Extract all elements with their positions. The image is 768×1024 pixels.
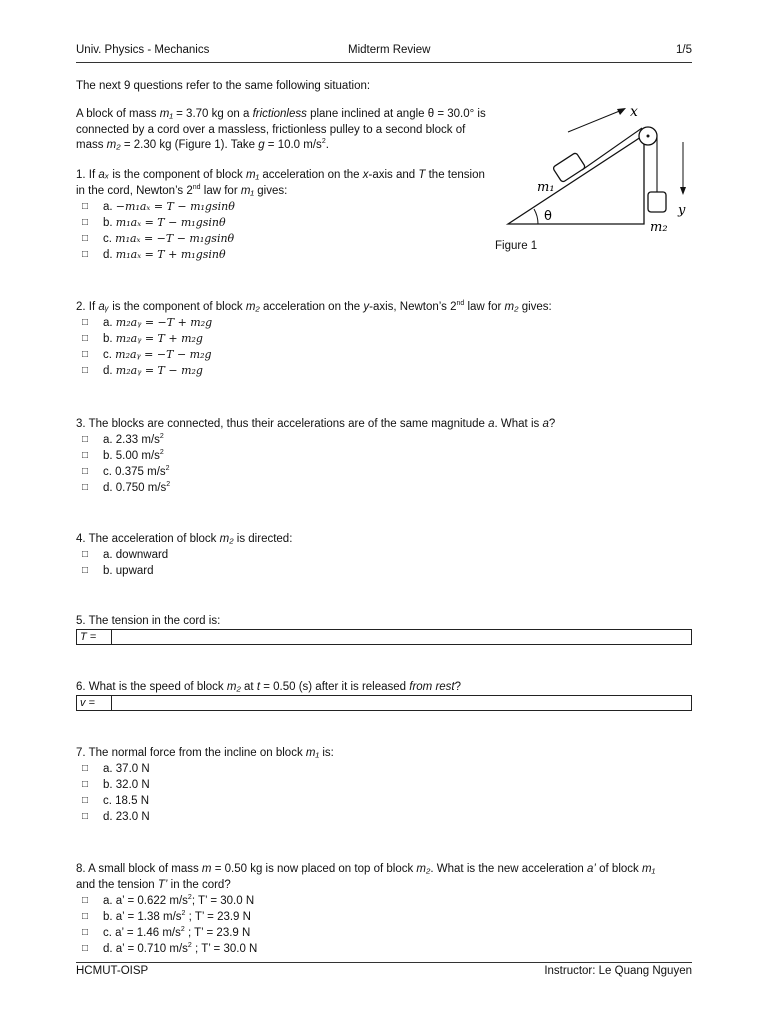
option-expression: m₂aᵧ = −T + m₂g [115,316,213,329]
exponent: 2 [166,481,171,489]
stem-text: acceleration on the [259,301,364,313]
question-4 [76,531,696,579]
option-text: c. 0.375 m/s [103,466,166,478]
option-letter: d. [103,365,116,377]
option-text: ; T’ = 23.9 N [184,927,251,939]
option-expression: m₁aₓ = −T − m₁gsinθ [115,232,235,245]
checkbox[interactable]: □ [82,549,89,560]
q5-answer-box[interactable] [76,629,692,645]
checkbox[interactable]: □ [82,333,89,344]
stem-text: in the cord? [167,879,231,891]
checkbox[interactable]: □ [82,895,89,906]
q7-option-c[interactable] [76,793,696,809]
header-course: Univ. Physics - Mechanics [76,44,210,56]
stem-text: = 0.50 (s) after it is released [260,681,410,693]
stem-symbol: T’ [157,879,168,891]
stem-text: acceleration on the [259,169,363,181]
q3-option-b[interactable] [76,448,696,464]
superscript: nd [456,300,465,308]
stem-symbol: m₁ [240,184,255,197]
exponent: 2 [187,942,192,950]
question-6 [76,679,696,695]
stem-symbol: aᵧ [98,301,109,313]
question-4-stem [76,531,696,547]
stem-text: = 0.50 kg is now placed on top of block [211,863,417,875]
stem-symbol: m [201,863,212,875]
checkbox[interactable]: □ [82,811,89,822]
stem-text: ? [548,418,556,430]
q7-option-d[interactable] [76,809,696,825]
stem-text: law for [200,184,241,197]
option-text: ; T’ = 30.0 N [191,943,258,955]
label-x: x [630,104,638,120]
stem-symbol: a [542,418,549,430]
stem-symbol: y [363,301,370,313]
problem-emphasis: frictionless [252,108,307,120]
stem-text: law for [464,301,505,313]
option-text: b. 32.0 N [103,779,150,791]
footer-institution: HCMUT-OISP [76,965,149,977]
cord-incline [582,128,642,170]
footer-divider [76,962,692,963]
question-8-stem [76,861,696,877]
checkbox[interactable]: □ [82,317,89,328]
q1-option-a[interactable] [76,199,486,215]
option-letter: a. [103,201,116,213]
option-letter: b. [103,217,116,229]
stem-text: is directed: [233,533,293,545]
q5-answer-label: T = [77,630,112,644]
block-m2 [648,192,666,212]
q7-option-b[interactable] [76,777,696,793]
exponent: 2 [181,910,186,918]
option-text: c. a’ = 1.46 m/s [103,927,181,939]
q3-option-a[interactable] [76,432,696,448]
exponent: 2 [159,449,164,457]
stem-text: 7. The normal force from the incline on block [76,747,306,759]
exponent: 2 [187,894,192,902]
footer-instructor: Instructor: Le Quang Nguyen [544,965,692,977]
problem-text: . [325,139,329,151]
question-5 [76,613,696,629]
stem-text: 2. If [76,301,99,313]
x-axis-arrow [568,110,622,132]
checkbox[interactable]: □ [82,911,89,922]
checkbox[interactable]: □ [82,795,89,806]
checkbox[interactable]: □ [82,217,89,228]
checkbox[interactable]: □ [82,249,89,260]
superscript: nd [192,183,201,191]
stem-text: gives: [518,301,552,313]
option-text: a. 2.33 m/s [103,434,160,446]
question-8-stem-line2 [76,877,696,893]
stem-text: of block [595,863,642,875]
problem-statement [76,107,486,154]
q1-option-b[interactable] [76,215,486,231]
option-expression: m₂aᵧ = −T − m₂g [115,348,212,361]
checkbox[interactable]: □ [82,927,89,938]
checkbox[interactable]: □ [82,201,89,212]
stem-symbol: m₂ [219,533,234,545]
option-letter: d. [103,249,116,261]
checkbox[interactable]: □ [82,365,89,376]
option-expression: m₁aₓ = T − m₁gsinθ [115,216,226,229]
label-m2: m₂ [650,220,668,235]
q2-option-d[interactable] [76,363,696,379]
stem-text: 8. A small block of mass [76,863,202,875]
option-text: d. a’ = 0.710 m/s [103,943,188,955]
q2-option-a[interactable] [76,315,696,331]
question-3 [76,416,696,496]
q1-option-d[interactable] [76,247,486,263]
option-text: c. 18.5 N [103,795,150,807]
stem-text: is the component of block [109,301,246,313]
stem-symbol: T [418,169,426,181]
question-3-stem [76,416,696,432]
q6-answer-label: v = [77,696,112,710]
q7-option-a[interactable] [76,761,696,777]
problem-text: = 10.0 m/s [264,139,322,151]
q8-option-d[interactable] [76,941,696,957]
question-7-stem [76,745,696,761]
option-text: a. 37.0 N [103,763,150,775]
angle-arc [534,209,538,224]
question-7 [76,745,696,825]
option-text: d. 0.750 m/s [103,482,167,494]
page-header [76,44,692,60]
incline-pulley-figure [500,100,700,260]
stem-text: 3. The blocks are connected, thus their accelerations are of the same magnitude [76,418,489,430]
stem-symbol: a’ [587,863,596,875]
option-text: ; T’ = 30.0 N [191,895,255,907]
q4-option-a[interactable] [76,547,696,563]
q1-option-c[interactable] [76,231,486,247]
stem-text: . What is the new acceleration [430,863,587,875]
exponent: 2 [180,926,185,934]
stem-text: -axis and [368,169,419,181]
symbol-g: g [258,139,265,151]
stem-text: 1. If [76,169,99,181]
question-8 [76,861,696,957]
stem-emphasis: from rest [409,681,455,693]
q2-option-c[interactable] [76,347,696,363]
stem-text: is the component of block [109,169,246,181]
option-letter: b. [103,333,116,345]
stem-text: at [240,681,257,693]
option-text: b. a’ = 1.38 m/s [103,911,182,923]
option-letter: a. [103,317,116,329]
q4-option-b[interactable] [76,563,696,579]
stem-symbol: m₂ [245,301,260,313]
checkbox[interactable]: □ [82,565,89,576]
symbol-m2: m₂ [106,139,121,151]
exponent: 2 [321,138,326,146]
problem-text: = 3.70 kg on a [172,108,253,120]
exponent: 2 [159,433,164,441]
option-letter: c. [103,349,116,361]
option-letter: c. [103,233,116,245]
q3-option-c[interactable] [76,464,696,480]
stem-text: 4. The acceleration of block [76,533,220,545]
exponent: 2 [165,465,170,473]
question-2 [76,299,696,379]
q8-option-c[interactable] [76,925,696,941]
question-1 [76,168,486,263]
option-expression: −m₁aₓ = T − m₁gsinθ [115,200,235,213]
stem-text: the tension in the cord, Newton’s 2 [76,169,485,197]
header-page-number: 1/5 [676,44,692,56]
x-arrowhead [617,108,626,115]
option-text: b. upward [103,565,154,577]
header-divider [76,62,692,63]
option-text: d. 23.0 N [103,811,150,823]
incline-plane [508,135,644,224]
checkbox[interactable]: □ [82,349,89,360]
checkbox[interactable]: □ [82,466,89,477]
stem-symbol: m₁ [305,747,320,759]
q6-answer-box[interactable] [76,695,692,711]
block-m1 [552,152,585,182]
question-1-stem [76,168,486,199]
checkbox[interactable]: □ [82,779,89,790]
problem-text: = 2.30 kg (Figure 1). Take [120,139,259,151]
label-m1: m₁ [537,180,555,195]
problem-text: A block of mass [76,108,160,120]
question-5-stem: 5. The tension in the cord is: [76,615,221,627]
stem-symbol: m₁ [641,863,656,875]
header-title: Midterm Review [348,44,431,56]
question-2-stem [76,299,696,315]
checkbox[interactable]: □ [82,763,89,774]
stem-symbol: m₁ [245,169,260,181]
symbol-m1: m₁ [159,108,173,120]
stem-symbol: m₂ [226,681,241,693]
option-text: a. downward [103,549,169,561]
checkbox[interactable]: □ [82,434,89,445]
question-6-stem [76,679,696,695]
option-text: ; T’ = 23.9 N [185,911,251,923]
stem-symbol: t [256,681,261,693]
stem-text: is: [319,747,334,759]
figure-caption: Figure 1 [495,240,538,252]
option-expression: m₂aᵧ = T − m₂g [115,364,203,377]
q2-option-b[interactable] [76,331,696,347]
stem-symbol: a [488,418,495,430]
q3-option-d[interactable] [76,480,696,496]
stem-text: -axis, Newton’s 2 [369,301,457,313]
pulley-axle [647,135,650,138]
stem-text: gives: [254,184,288,197]
label-theta: θ [544,209,552,224]
checkbox[interactable]: □ [82,450,89,461]
q8-option-b[interactable] [76,909,696,925]
stem-symbol: m₂ [504,301,519,313]
stem-text: . What is [494,418,543,430]
stem-text: and the tension [76,879,158,891]
intro-text: The next 9 questions refer to the same following situation: [76,80,371,92]
option-expression: m₁aₓ = T + m₁gsinθ [115,248,226,261]
option-text: b. 5.00 m/s [103,450,160,462]
checkbox[interactable]: □ [82,233,89,244]
problem-text: plane inclined at angle θ = 30.0° is connected by a cord over a massless, frictionless pulley to a second block of mass [76,108,486,151]
stem-text: ? [454,681,462,693]
checkbox[interactable]: □ [82,943,89,954]
checkbox[interactable]: □ [82,482,89,493]
stem-symbol: aₓ [98,169,110,181]
option-text: a. a’ = 0.622 m/s [103,895,188,907]
stem-symbol: x [362,169,369,181]
y-arrowhead [680,187,686,195]
label-y: y [678,203,686,218]
q8-option-a[interactable] [76,893,696,909]
option-expression: m₂aᵧ = T + m₂g [115,332,203,345]
stem-symbol: m₂ [416,863,431,875]
stem-text: 6. What is the speed of block [76,681,227,693]
